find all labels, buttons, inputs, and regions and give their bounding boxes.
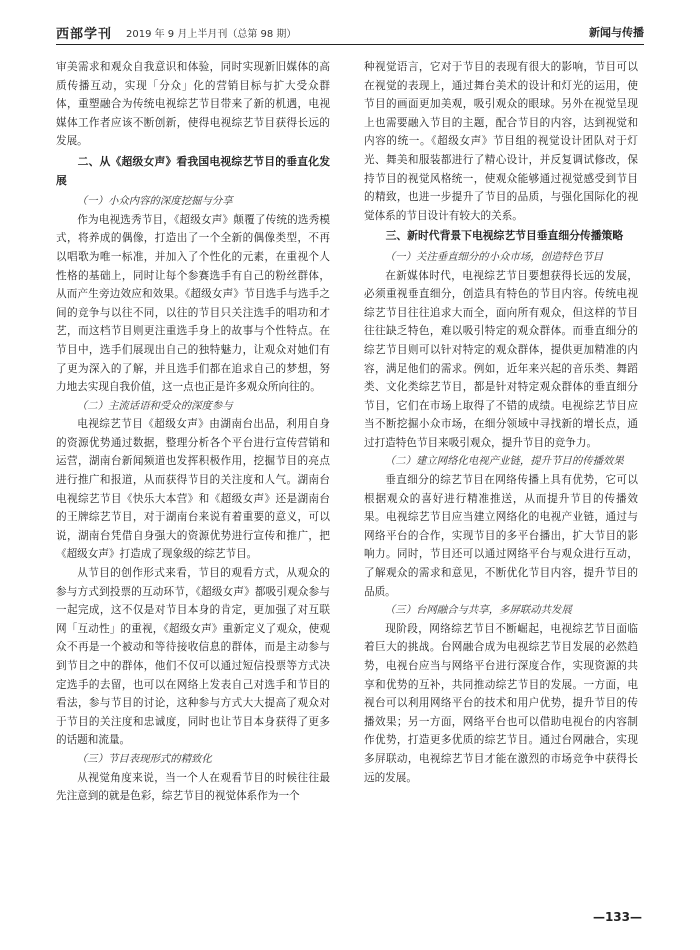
subsection-heading: （三）台网融合与共享，多屏联动共发展	[384, 604, 572, 617]
section-heading: 二、从《超级女声》看我国电视综艺节目的垂直化发展	[56, 154, 330, 187]
body-paragraph: 电视综艺节目《超级女声》由湖南台出品，利用自身的资源优势通过数据，整理分析各个平台进行宣传营销和运营，湖南台新闻频道也发挥积极作用，挖掘节目的亮点进行推广和报道，从而获得节目的关注度和人气。湖南台电视综艺节目《快乐大本营》和《超级女声》还是湖南台的王牌综艺节目，对于湖南台来说有着重要的意义，可以说，湖南台凭借自身强大的资源优势进行宣传和推广，把《超级女声》打造成了现象级的综艺节目。	[56, 418, 330, 561]
body-paragraph: 审美需求和观众自我意识和体验，同时实现新旧媒体的高质传播互动，实现「分众」化的营销目标与扩大受众群体，重塑融合为传统电视综艺节目带来了新的机遇，电视媒体工作者应该不断创新，使得电视综艺节目获得长远的发展。	[56, 61, 330, 148]
page-number: —133—	[592, 910, 642, 924]
subsection-heading: （一）关注垂直细分的小众市场，创造特色节目	[384, 250, 603, 263]
body-paragraph: 现阶段，网络综艺节目不断崛起，电视综艺节目面临着巨大的挑战。台网融合成为电视综艺节目发展的必然趋势，电视台应当与网络平台进行深度合作，实现资源的共享和优势的互补，共同推动综艺节目的发展。一方面，电视台可以利用网络平台的技术和用户优势，提升节目的传播效果；另一方面，网络平台也可以借助电视台的内容制作优势，打造更多优质的综艺节目。通过台网融合，实现多屏联动，电视综艺节目才能在激烈的市场竞争中获得长远的发展。	[364, 622, 638, 784]
journal-name: 西部学刊	[56, 27, 113, 42]
section-heading: 三、新时代背景下电视综艺节目垂直细分传播策略	[385, 229, 624, 243]
body-paragraph: 从节目的创作形式来看，节目的观看方式，从观众的参与方式到投票的互动环节，《超级女声》都吸引观众参与一起完成，这不仅是对节目本身的肯定，更加强了对互联网「互动性」的重视，《超级女声》重新定义了观众，使观众不再是一个被动和等待接收信息的群体，而是主动参与到节目之中的群体，他们不仅可以通过短信投票等方式决定选手的去留，也可以在网络上发表自己对选手和节目的看法，参与节目的讨论，这种参与方式大大提高了观众对于节目的关注度和忠诚度，同时也让节目本身获得了更多的话题和流量。	[56, 567, 330, 747]
body-paragraph: 垂直细分的综艺节目在网络传播上具有优势，它可以根据观众的喜好进行精准推送，从而提升节目的传播效果。电视综艺节目应当建立网络化的电视产业链，通过与网络平台的合作，实现节目的多平台播出，扩大节目的影响力。同时，节目还可以通过网络平台与观众进行互动，了解观众的需求和意见，不断优化节目内容，提升节目的品质。	[364, 474, 638, 598]
section-name: 新闻与传播	[589, 26, 644, 39]
right-column	[364, 58, 638, 908]
body-paragraph: 作为电视选秀节目，《超级女声》颠覆了传统的选秀模式，将养成的偶像，打造出了一个全新的偶像类型，不再以唱歌为唯一标准，并加入了个性化的元素，在重视个人性格的基础上，同时让每个参赛选手有自己的粉丝群体，从而产生旁边效应和效果。《超级女声》节目选手与选手之间的竞争与以往不同，以往的节目只关注选手的唱功和才艺，而这档节目则更注重选手身上的故事与个性特点。在节目中，选手们展现出自己的独特魅力，让观众对她们有了更为深入的了解，并且选手们都在追求自己的梦想，努力地去实现自我价值，这一点也正是许多观众所向往的。	[56, 213, 330, 394]
subsection-heading: （一）小众内容的深度挖掘与分享	[76, 195, 233, 208]
running-header	[56, 22, 644, 45]
body-paragraph: 从视觉角度来说，当一个人在观看节目的时候往往最先注意到的就是色彩，综艺节目的视觉体系作为一个	[56, 771, 330, 803]
issue-info: 2019 年 9 月上半月刊（总第 98 期）	[126, 29, 297, 40]
subsection-heading: （二）建立网络化电视产业链，提升节目的传播效果	[384, 455, 624, 468]
subsection-heading: （二）主流话语和受众的深度参与	[76, 399, 233, 412]
body-paragraph: 种视觉语言，它对于节目的表现有很大的影响，节目可以在视觉的表现上，通过舞台美术的设计和灯光的运用，使节目的画面更加美观，吸引观众的眼球。另外在视觉呈现上也需要融入节目的主题，配合节目的内容，达到视觉和内容的统一。《超级女声》节目组的视觉设计团队对于灯光、舞美和服装都进行了精心设计，并反复调试修改，保持节目的视觉风格统一，使观众能够通过视觉感受到节目的精致，也进一步提升了节目的品质，与强化国际化的视觉体系的节目设计有较大的关系。	[364, 61, 638, 222]
subsection-heading: （三）节目表现形式的精致化	[76, 752, 212, 765]
left-column	[56, 58, 330, 908]
body-paragraph: 在新媒体时代，电视综艺节目要想获得长远的发展，必须重视垂直细分，创造具有特色的节目内容。传统电视综艺节目往往追求大而全，面向所有观众，但这样的节目往往缺乏特色，难以吸引特定的观众群体。而垂直细分的综艺节目则可以针对特定的观众群体，提供更加精准的内容，满足他们的需求。例如，近年来兴起的音乐类、舞蹈类、文化类综艺节目，都是针对特定观众群体的垂直细分节目，它们在市场上取得了不错的成绩。电视综艺节目应当不断挖掘小众市场，在细分领域中寻找新的增长点，通过打造特色节目来吸引观众，提升节目的竞争力。	[364, 269, 638, 449]
